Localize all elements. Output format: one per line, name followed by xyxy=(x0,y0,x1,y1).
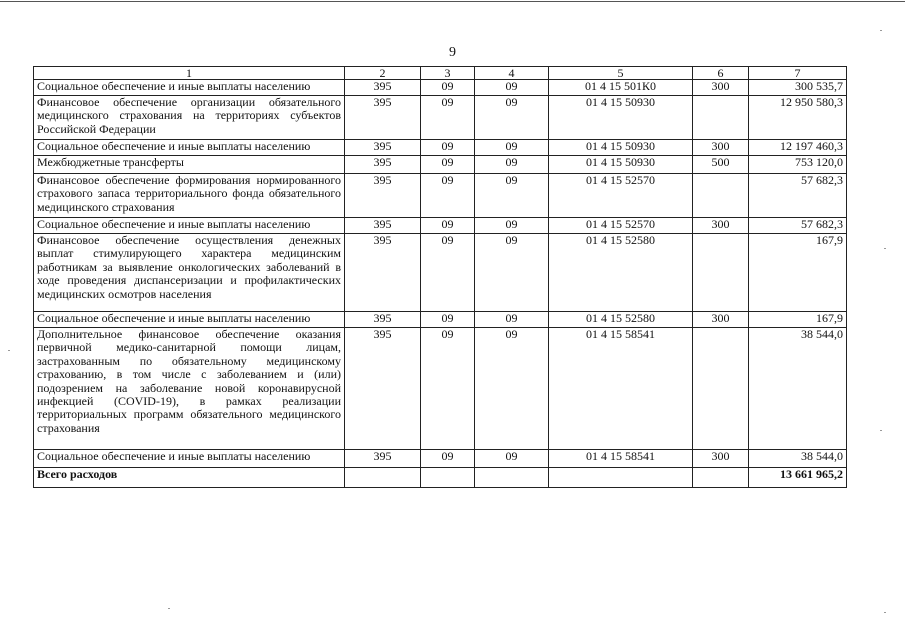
amount-cell: 38 544,0 xyxy=(749,328,847,450)
table-row xyxy=(34,218,847,234)
amount-cell: 300 535,7 xyxy=(749,80,847,96)
table-row xyxy=(34,174,847,218)
scan-top-rule xyxy=(0,1,905,2)
column-header: 2 xyxy=(345,67,421,80)
empty-cell xyxy=(693,468,749,488)
empty-cell xyxy=(345,468,421,488)
row-name-cell: Межбюджетные трансферты xyxy=(34,156,345,174)
scan-speck xyxy=(880,430,882,431)
section-code-cell: 09 xyxy=(421,156,475,174)
expense-type-cell: 300 xyxy=(693,218,749,234)
expense-type-cell: 300 xyxy=(693,140,749,156)
expense-type-cell xyxy=(693,174,749,218)
total-label: Всего расходов xyxy=(34,468,345,488)
table-row xyxy=(34,450,847,468)
column-header: 5 xyxy=(549,67,693,80)
expense-type-cell: 300 xyxy=(693,80,749,96)
grbs-code-cell: 395 xyxy=(345,80,421,96)
subsection-code-cell: 09 xyxy=(475,156,549,174)
target-article-cell: 01 4 15 52570 xyxy=(549,218,693,234)
amount-cell: 12 950 580,3 xyxy=(749,96,847,140)
grbs-code-cell: 395 xyxy=(345,218,421,234)
column-header: 4 xyxy=(475,67,549,80)
subsection-code-cell: 09 xyxy=(475,234,549,312)
grbs-code-cell: 395 xyxy=(345,174,421,218)
subsection-code-cell: 09 xyxy=(475,312,549,328)
subsection-code-cell: 09 xyxy=(475,218,549,234)
table-row xyxy=(34,96,847,140)
grbs-code-cell: 395 xyxy=(345,312,421,328)
expense-type-cell: 300 xyxy=(693,450,749,468)
amount-cell: 167,9 xyxy=(749,234,847,312)
row-name-cell: Финансовое обеспечение организации обязательного медицинского страхования на территориях субъектов Российской Федерации xyxy=(34,96,345,140)
section-code-cell: 09 xyxy=(421,328,475,450)
table-header-row xyxy=(34,67,847,80)
expense-type-cell xyxy=(693,328,749,450)
target-article-cell: 01 4 15 50930 xyxy=(549,156,693,174)
target-article-cell: 01 4 15 52570 xyxy=(549,174,693,218)
subsection-code-cell: 09 xyxy=(475,140,549,156)
amount-cell: 753 120,0 xyxy=(749,156,847,174)
section-code-cell: 09 xyxy=(421,450,475,468)
target-article-cell: 01 4 15 52580 xyxy=(549,312,693,328)
expense-type-cell: 300 xyxy=(693,312,749,328)
subsection-code-cell: 09 xyxy=(475,174,549,218)
expense-type-cell xyxy=(693,234,749,312)
grbs-code-cell: 395 xyxy=(345,156,421,174)
total-row xyxy=(34,468,847,488)
scan-speck xyxy=(884,612,886,613)
table-body xyxy=(34,67,847,488)
row-name-cell: Социальное обеспечение и иные выплаты населению xyxy=(34,312,345,328)
subsection-code-cell: 09 xyxy=(475,450,549,468)
target-article-cell: 01 4 15 58541 xyxy=(549,450,693,468)
empty-cell xyxy=(475,468,549,488)
row-name-cell: Финансовое обеспечение формирования нормированного страхового запаса территориального фонда обязательного медицинского страхования xyxy=(34,174,345,218)
column-header: 6 xyxy=(693,67,749,80)
expense-type-cell: 500 xyxy=(693,156,749,174)
section-code-cell: 09 xyxy=(421,80,475,96)
column-header: 3 xyxy=(421,67,475,80)
page-number: 9 xyxy=(449,45,456,60)
scan-speck xyxy=(168,608,170,609)
scan-speck xyxy=(884,248,886,249)
target-article-cell: 01 4 15 52580 xyxy=(549,234,693,312)
target-article-cell: 01 4 15 50930 xyxy=(549,96,693,140)
amount-cell: 167,9 xyxy=(749,312,847,328)
total-amount: 13 661 965,2 xyxy=(749,468,847,488)
section-code-cell: 09 xyxy=(421,234,475,312)
amount-cell: 57 682,3 xyxy=(749,218,847,234)
row-name-cell: Социальное обеспечение и иные выплаты населению xyxy=(34,80,345,96)
row-name-cell: Дополнительное финансовое обеспечение оказания первичной медико-санитарной помощи лицам, застрахованным по обязательному медицинскому страхованию, в том числе с заболеванием и (или) подозрением на заболевание новой коронавирусной инфекцией (COVID-19), в рамках реализации территориальных программ обязательного медицинского страхования xyxy=(34,328,345,450)
subsection-code-cell: 09 xyxy=(475,328,549,450)
row-name-cell: Социальное обеспечение и иные выплаты населению xyxy=(34,450,345,468)
section-code-cell: 09 xyxy=(421,96,475,140)
scan-speck xyxy=(8,350,10,351)
amount-cell: 12 197 460,3 xyxy=(749,140,847,156)
column-header: 1 xyxy=(34,67,345,80)
row-name-cell: Социальное обеспечение и иные выплаты населению xyxy=(34,218,345,234)
grbs-code-cell: 395 xyxy=(345,450,421,468)
table-row xyxy=(34,328,847,450)
subsection-code-cell: 09 xyxy=(475,80,549,96)
column-header: 7 xyxy=(749,67,847,80)
grbs-code-cell: 395 xyxy=(345,328,421,450)
grbs-code-cell: 395 xyxy=(345,140,421,156)
table-row xyxy=(34,156,847,174)
row-name-cell: Социальное обеспечение и иные выплаты населению xyxy=(34,140,345,156)
expenditure-table xyxy=(33,66,847,488)
row-name-cell: Финансовое обеспечение осуществления денежных выплат стимулирующего характера медицинским работникам за выявление онкологических заболеваний в ходе проведения диспансеризации и профилактических медицинских осмотров населения xyxy=(34,234,345,312)
target-article-cell: 01 4 15 58541 xyxy=(549,328,693,450)
target-article-cell: 01 4 15 50930 xyxy=(549,140,693,156)
target-article-cell: 01 4 15 501К0 xyxy=(549,80,693,96)
subsection-code-cell: 09 xyxy=(475,96,549,140)
section-code-cell: 09 xyxy=(421,312,475,328)
amount-cell: 38 544,0 xyxy=(749,450,847,468)
table-row xyxy=(34,140,847,156)
grbs-code-cell: 395 xyxy=(345,96,421,140)
expense-type-cell xyxy=(693,96,749,140)
amount-cell: 57 682,3 xyxy=(749,174,847,218)
table-row xyxy=(34,80,847,96)
section-code-cell: 09 xyxy=(421,218,475,234)
grbs-code-cell: 395 xyxy=(345,234,421,312)
empty-cell xyxy=(421,468,475,488)
section-code-cell: 09 xyxy=(421,174,475,218)
table-row xyxy=(34,312,847,328)
section-code-cell: 09 xyxy=(421,140,475,156)
table-row xyxy=(34,234,847,312)
empty-cell xyxy=(549,468,693,488)
scan-speck xyxy=(880,30,882,31)
